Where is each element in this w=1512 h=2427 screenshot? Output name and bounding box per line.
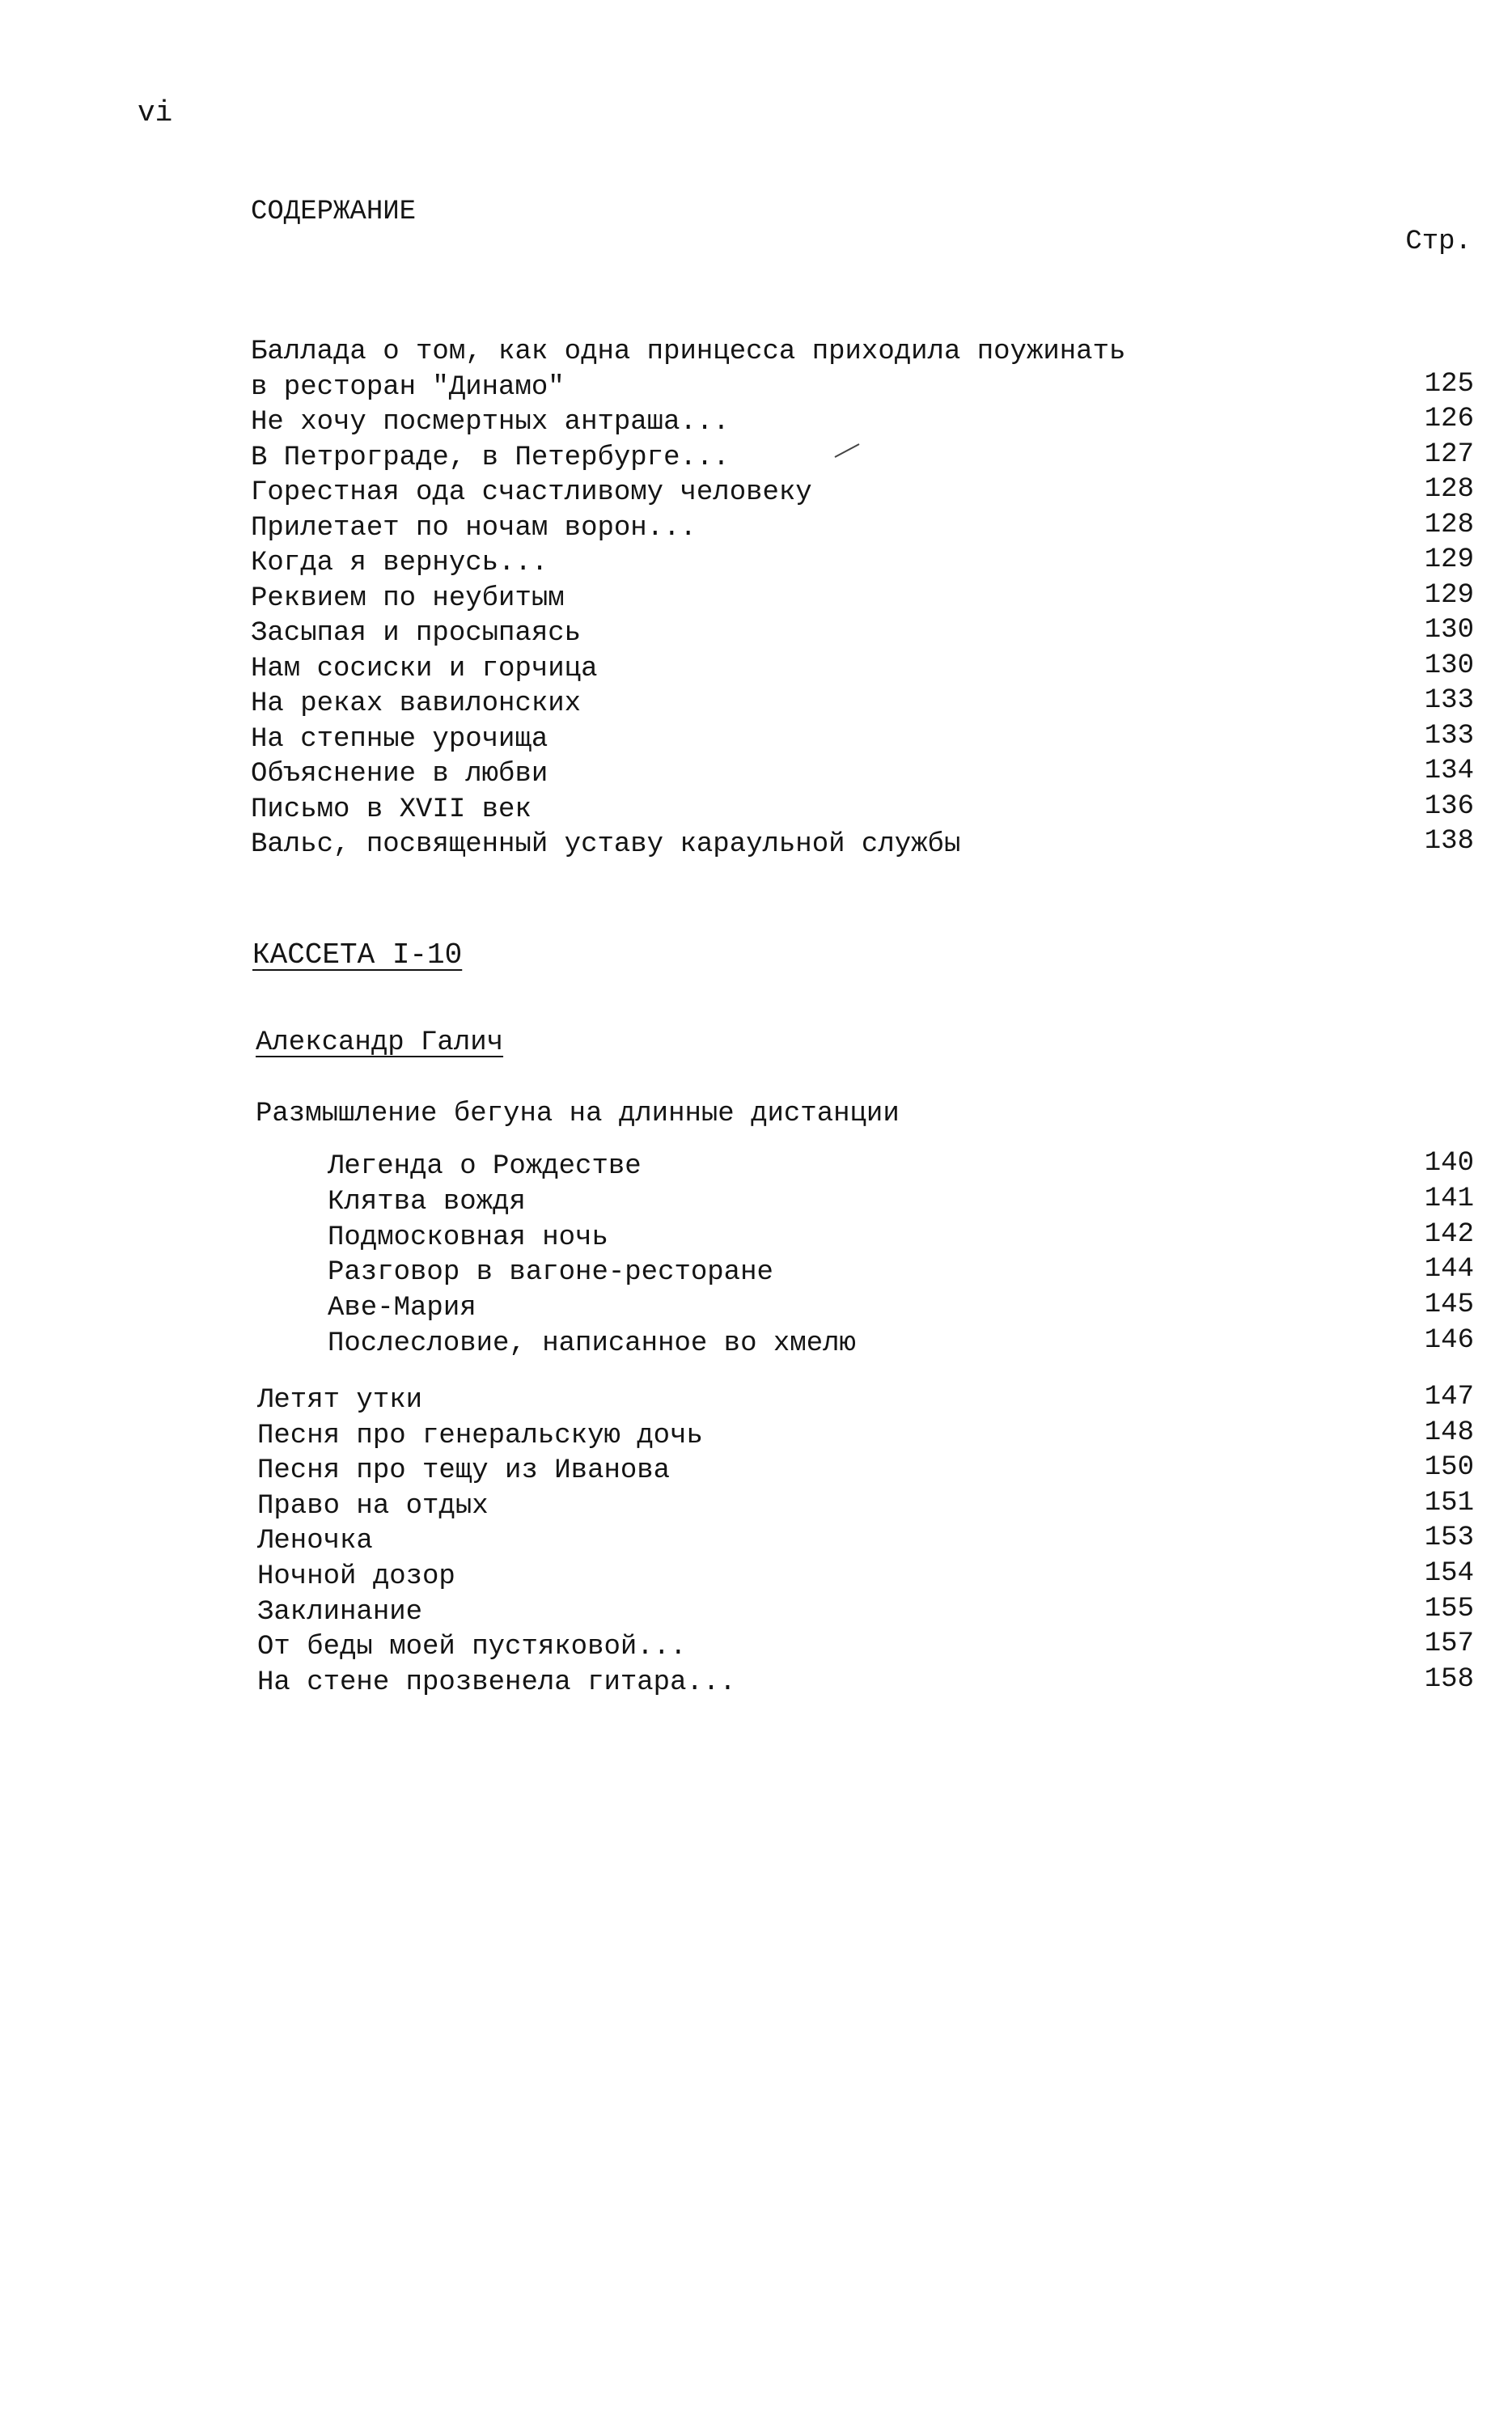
toc-entry (0, 1290, 1512, 1330)
page-column-label: Стр. (1405, 227, 1472, 257)
toc-entry-page: 155 (1424, 1593, 1474, 1624)
toc-entry-title: Разговор в вагоне-ресторане (328, 1257, 773, 1289)
toc-entry (0, 650, 1512, 691)
toc-entry (0, 579, 1512, 621)
toc-entry (0, 338, 1512, 374)
toc-entry-title: Аве-Мария (328, 1293, 476, 1324)
contents-heading: СОДЕРЖАНИЕ (251, 197, 417, 227)
toc-entry (0, 756, 1512, 796)
toc-entry-title: Прилетает по ночам ворон... (251, 512, 697, 544)
toc-entry-title: На реках вавилонских (251, 688, 582, 719)
cycle-title: Размышление бегуна на длинные дистанции (256, 1099, 900, 1129)
toc-entry-title: От беды моей пустяковой... (257, 1632, 687, 1663)
toc-entry-page: 147 (1424, 1382, 1474, 1413)
toc-entry (0, 1663, 1512, 1705)
toc-entry-title: Реквием по неубитым (251, 582, 565, 614)
toc-entry-title: Песня про генеральскую дочь (257, 1420, 703, 1451)
toc-entry (0, 438, 1512, 480)
toc-entry (0, 1382, 1512, 1422)
toc-entry-page: 150 (1424, 1452, 1474, 1484)
toc-entry-title: Письмо в XVII век (251, 794, 532, 825)
toc-entry-page: 127 (1424, 438, 1474, 470)
toc-entry-title: Подмосковная ночь (328, 1222, 608, 1253)
toc-entry-page: 157 (1424, 1629, 1474, 1660)
toc-entry-page: 153 (1424, 1523, 1474, 1554)
toc-entry (0, 404, 1512, 444)
toc-entry-title: Клятва вождя (328, 1186, 526, 1218)
toc-entry-page: 154 (1424, 1558, 1474, 1589)
toc-entry (0, 1558, 1512, 1599)
toc-entry (0, 1593, 1512, 1634)
toc-entry-title: Песня про тещу из Иванова (257, 1455, 671, 1487)
toc-entry (0, 826, 1512, 866)
toc-entry-title: Баллада о том, как одна принцесса приходила поужинать (251, 337, 1126, 367)
toc-entry-title: Летят утки (257, 1385, 423, 1416)
toc-entry-page: 142 (1424, 1218, 1474, 1250)
toc-entry-title: Леночка (257, 1526, 373, 1557)
toc-entry-page: 146 (1424, 1325, 1474, 1356)
toc-entry-title: Заклинание (257, 1596, 423, 1628)
toc-entry-title: Ночной дозор (257, 1561, 455, 1592)
author-name: Александр Галич (256, 1027, 504, 1058)
toc-entry (0, 720, 1512, 761)
toc-entry-page: 128 (1424, 509, 1474, 540)
toc-entry-title: В Петрограде, в Петербурге... (251, 442, 730, 473)
toc-entry (0, 509, 1512, 550)
toc-entry-page: 130 (1424, 650, 1474, 681)
toc-entry (0, 1487, 1512, 1528)
toc-entry-page: 133 (1424, 685, 1474, 716)
toc-entry-title: На стене прозвенела гитара... (257, 1667, 736, 1698)
toc-entry-title: Нам сосиски и горчица (251, 653, 598, 684)
toc-entry-title: Когда я вернусь... (251, 548, 548, 578)
toc-entry-page: 125 (1424, 368, 1474, 400)
toc-entry-page: 133 (1424, 720, 1474, 752)
toc-entry (0, 1183, 1512, 1224)
toc-entry-page: 138 (1424, 826, 1474, 857)
toc-entry-title: Засыпая и просыпаясь (251, 618, 582, 649)
toc-entry-page: 158 (1424, 1663, 1474, 1695)
toc-entry-page: 145 (1424, 1290, 1474, 1321)
toc-entry (0, 544, 1512, 585)
toc-entry-page: 129 (1424, 544, 1474, 575)
toc-entry-page: 140 (1424, 1148, 1474, 1179)
toc-entry-title: Горестная ода счастливому человеку (251, 477, 812, 508)
toc-entry (0, 1325, 1512, 1366)
toc-entry (0, 1629, 1512, 1669)
toc-entry-title: Послесловие, написанное во хмелю (328, 1328, 856, 1359)
toc-entry (0, 1417, 1512, 1458)
toc-entry-page: 151 (1424, 1487, 1474, 1518)
toc-entry-page: 126 (1424, 404, 1474, 434)
toc-entry-title: Не хочу посмертных антраша... (251, 407, 730, 438)
toc-entry-page: 129 (1424, 579, 1474, 611)
cassette-label: КАССЕТА I-10 (252, 938, 463, 972)
toc-entry-page: 136 (1424, 790, 1474, 822)
toc-entry-title: Вальс, посвященный уставу караульной службы (251, 829, 961, 860)
toc-entry-title: в ресторан "Динамо" (251, 371, 565, 403)
toc-entry (0, 685, 1512, 726)
toc-entry (0, 368, 1512, 409)
toc-entry (0, 474, 1512, 515)
page-number: vi (138, 96, 173, 129)
toc-entry-title: Легенда о Рождестве (328, 1151, 642, 1182)
toc-entry (0, 1148, 1512, 1188)
toc-entry-page: 148 (1424, 1417, 1474, 1448)
toc-entry (0, 1452, 1512, 1493)
toc-entry-page: 144 (1424, 1254, 1474, 1286)
toc-entry-page: 130 (1424, 615, 1474, 646)
toc-entry (0, 790, 1512, 832)
toc-entry-title: Объяснение в любви (251, 759, 548, 790)
toc-entry-title: Право на отдых (257, 1490, 489, 1522)
toc-entry (0, 615, 1512, 655)
toc-entry (0, 1254, 1512, 1294)
toc-entry (0, 1523, 1512, 1563)
toc-entry-title: На степные урочища (251, 723, 548, 755)
toc-entry-page: 141 (1424, 1183, 1474, 1214)
toc-entry (0, 1218, 1512, 1260)
toc-entry-page: 128 (1424, 474, 1474, 505)
toc-entry-page: 134 (1424, 756, 1474, 786)
